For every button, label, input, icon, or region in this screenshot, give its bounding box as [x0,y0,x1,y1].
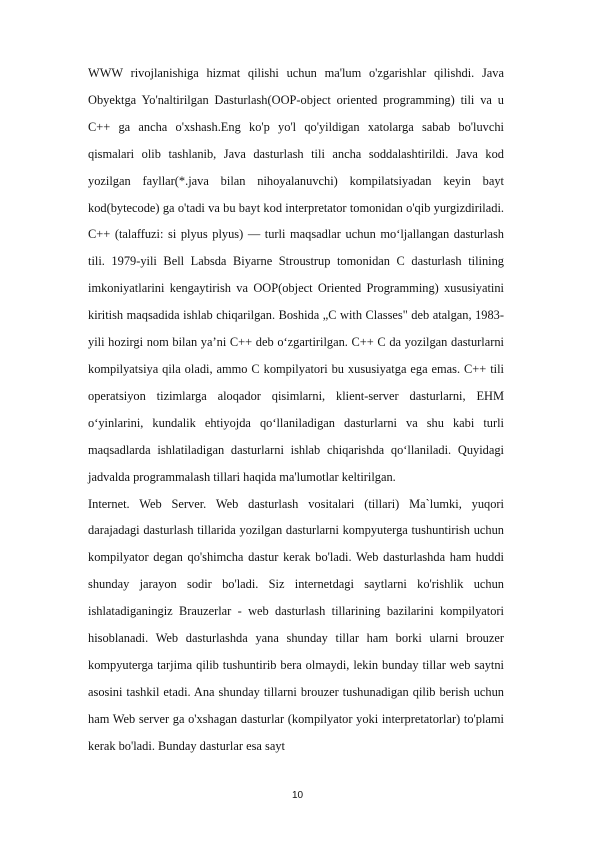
page-number: 10 [291,790,304,801]
body-text [88,60,504,760]
paragraph-java-cpp: WWW rivojlanishiga hizmat qilishi uchun ma'lum o'zgarishlar qilishdi. Java Obyektga Yo'naltirilgan Dasturlash(OOP-object oriented programming) tili va u C++ ga ancha o'xshash.Eng ko'p yo'l qo'yildigan xatolarga sabab bo'luvchi qismalari olib tashlanib, Java dasturlash tili ancha soddalashtirildi. Java kod yozilgan fayllar(*.java bilan nihoyalanuvchi) kompilatsiyadan keyin bayt kod(bytecode) ga o'tadi va bu bayt kod interpretator tomonidan o'qib yurgizdiriladi. C++ (talaffuzi: si plyus plyus) — turli maqsadlar uchun mo‘ljallangan dasturlash tili. 1979-yili Bell Labsda Biyarne Stroustrup tomonidan C dasturlash tilining imkoniyatlarini kengaytirish va OOP(object Oriented Programming) xususiyatini kiritish maqsadida ishlab chiqarilgan. Boshida „C with Classes" deb atalgan, 1983-yili hozirgi nom bilan ya’ni C++ deb o‘zgartirilgan. C++ C da yozilgan dasturlarni kompilyatsiya qila oladi, ammo C kompilyatori bu xususiyatga ega emas. C++ tili operatsiyon tizimlarga aloqador qisimlarni, klient-server dasturlarni, EHM o‘yinlarini, kundalik ehtiyojda qo‘llaniladigan dasturlarni va shu kabi turli maqsadlarda ishlatiladigan dasturlarni ishlab chiqarishda qo‘llaniladi. Quyidagi jadvalda programmalash tillari haqida ma'lumotlar keltirilgan. [88,66,504,484]
paragraph-web-server: Internet. Web Server. Web dasturlash vositalari (tillari) Ma`lumki, yuqori darajadagi dasturlash tillarida yozilgan dasturlarni kompyuterga tushuntirish uchun kompilyator degan qo'shimcha dastur kerak bo'ladi. Web dasturlashda ham huddi shunday jarayon sodir bo'ladi. Siz internetdagi saytlarni ko'rishlik uchun ishlatadiganingiz Brauzerlar - web dasturlash tillarining bazilarini kompilyatori hisoblanadi. Web dasturlashda yana shunday tillar ham borki ularni brouzer kompyuterga tarjima qilib tushuntirib bera olmaydi, lekin bunday tillar web saytni asosini tashkil etadi. Ana shunday tillarni brouzer tushunadigan qilib berish uchun ham Web server ga o'xshagan dasturlar (kompilyator yoki interpretatorlar) to'plami kerak bo'ladi. Bunday dasturlar esa sayt [88,496,504,753]
